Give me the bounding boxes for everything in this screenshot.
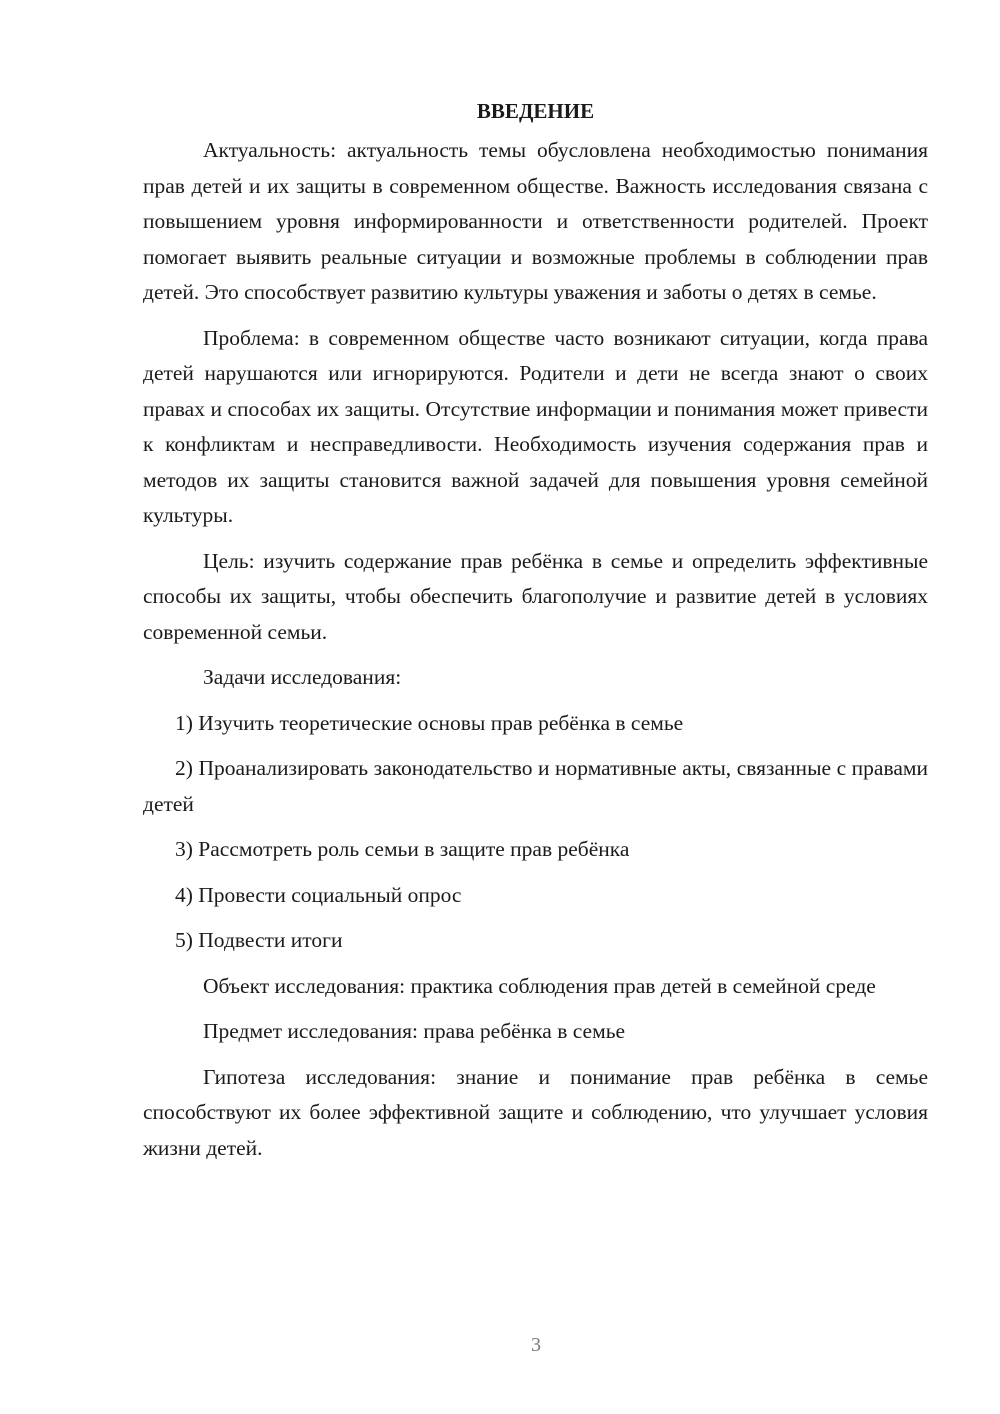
paragraph-object: Объект исследования: практика соблюдения прав детей в семейной среде [203, 973, 876, 998]
paragraph-subject: Предмет исследования: права ребёнка в семье [203, 1019, 626, 1043]
paragraph-hypothesis: Гипотеза исследования: знание и понимание прав ребёнка в семье способствуют их более эффективной защите и соблюдению, что улучшает условия жизни детей. [143, 1064, 928, 1160]
paragraph-problem: Проблема: в современном обществе часто возникают ситуации, когда права детей нарушаются или игнорируются. Родители и дети не всегда знают о своих правах и способах их защиты. Отсутствие информации и понимания может привести к конфликтам и несправедливости. Необходимость изучения содержания прав и методов их защиты становится важной задачей для повышения уровня семейной культуры. [143, 325, 928, 527]
task-item: 3) Рассмотреть роль семьи в защите прав ребёнка [175, 837, 630, 861]
task-item: 1) Изучить теоретические основы прав ребёнка в семье [175, 710, 684, 735]
task-item: 5) Подвести итоги [175, 928, 343, 952]
paragraph-relevance: Актуальность: актуальность темы обусловлена необходимостью понимания прав детей и их защиты в современном обществе. Важность исследования связана с повышением уровня информированности и ответственности родителей. Проект помогает выявить реальные ситуации и возможные проблемы в соблюдении прав детей. Это способствует развитию культуры уважения и заботы о детях в семье. [143, 138, 928, 304]
paragraph-goal: Цель: изучить содержание прав ребёнка в семье и определить эффективные способы их защиты, чтобы обеспечить благополучие и развитие детей в условиях современной семьи. [143, 548, 928, 644]
task-item: 2) Проанализировать законодательство и нормативные акты, связанные с правами детей [143, 756, 928, 816]
document-page [143, 96, 928, 1176]
paragraph-tasks-heading: Задачи исследования: [203, 665, 402, 689]
page-number: 3 [531, 1334, 541, 1356]
section-title: ВВЕДЕНИЕ [476, 99, 595, 123]
task-item: 4) Провести социальный опрос [175, 882, 462, 907]
